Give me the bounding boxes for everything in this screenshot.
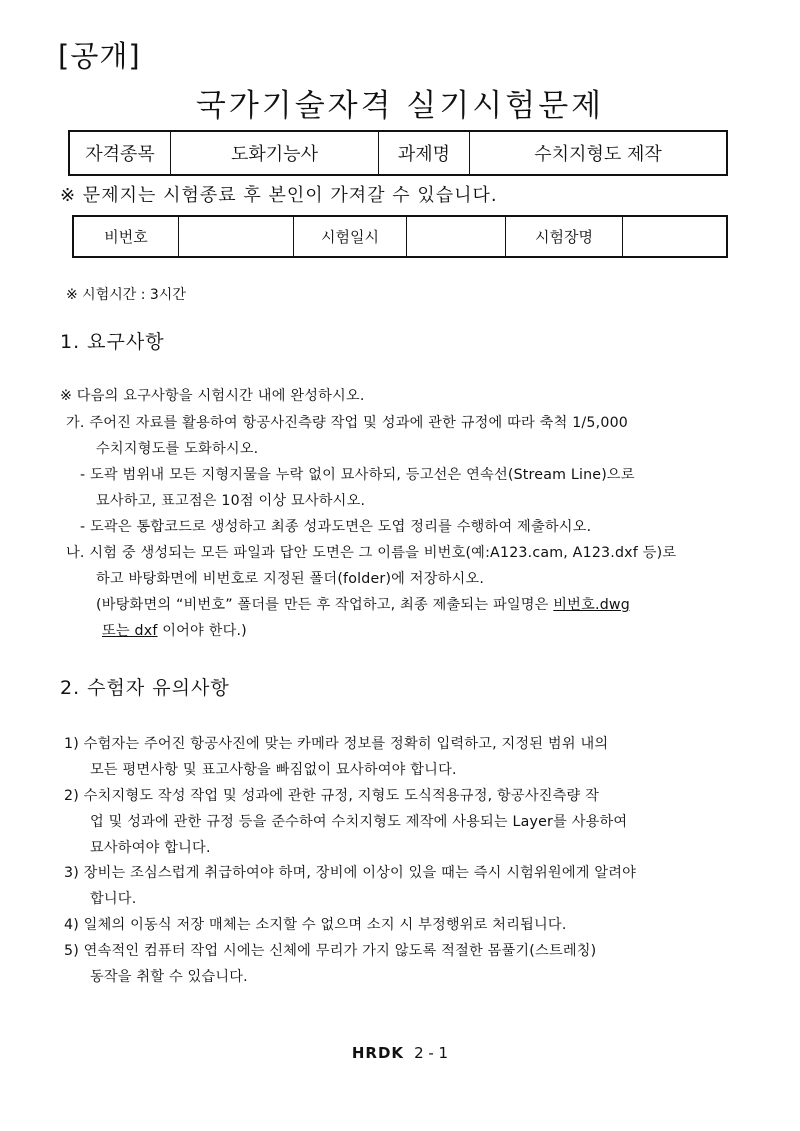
exam-info-table bbox=[72, 215, 728, 258]
qualification-label: 자격종목 bbox=[69, 131, 171, 175]
requirement-na-line3 bbox=[96, 594, 630, 614]
requirement-ga-line1: 가. 주어진 자료를 활용하여 항공사진측량 작업 및 성과에 관한 규정에 따라 축척 1/5,000 bbox=[66, 415, 629, 431]
filename-underlined: 비번호.dwg bbox=[553, 597, 630, 613]
task-label: 과제명 bbox=[379, 131, 470, 175]
exam-site-label: 시험장명 bbox=[506, 216, 623, 257]
requirements-intro: ※ 다음의 요구사항을 시험시간 내에 완성하시오. bbox=[60, 388, 365, 404]
requirement-na-line4-text: 이어야 한다.) bbox=[157, 623, 247, 639]
requirement-na-line3-text: (바탕화면의 “비번호” 폴더를 만든 후 작업하고, 최종 제출되는 파일명은 bbox=[96, 597, 554, 613]
section2-title: 2. 수험자 유의사항 bbox=[60, 677, 230, 699]
exam-time: ※ 시험시간 : 3시간 bbox=[66, 287, 186, 303]
hrdk-logo: HRDK bbox=[351, 1044, 405, 1062]
requirement-ga-line2: 수치지형도를 도화하시오. bbox=[96, 441, 259, 457]
caution-3-line2: 합니다. bbox=[90, 891, 137, 907]
requirement-na-line4 bbox=[102, 620, 247, 640]
caution-1-line1: 1) 수험자는 주어진 항공사진에 맞는 카메라 정보를 정확히 입력하고, 지정된 범위 내의 bbox=[64, 736, 609, 752]
exam-datetime-field bbox=[407, 216, 506, 257]
caution-1-line2: 모든 평면사항 및 표고사항을 빠짐없이 묘사하여야 합니다. bbox=[90, 762, 457, 778]
page-footer bbox=[0, 1044, 800, 1062]
requirement-na-line1: 나. 시험 중 생성되는 모든 파일과 답안 도면은 그 이름을 비번호(예:A123.cam, A123.dxf 등)로 bbox=[66, 545, 677, 561]
requirement-detail1-line2: 묘사하고, 표고점은 10점 이상 묘사하시오. bbox=[96, 493, 366, 509]
requirement-detail2: - 도곽은 통합코드로 생성하고 최종 성과도면은 도엽 정리를 수행하여 제출하시오. bbox=[80, 519, 592, 535]
page-number: 2 - 1 bbox=[414, 1044, 449, 1062]
caution-5-line1: 5) 연속적인 컴퓨터 작업 시에는 신체에 무리가 가지 않도록 적절한 몸풀기(스트레칭) bbox=[64, 943, 597, 959]
qualification-info-table bbox=[68, 130, 728, 176]
exam-number-field bbox=[179, 216, 294, 257]
extension-underlined: 또는 dxf bbox=[102, 623, 158, 639]
document-title: 국가기술자격 실기시험문제 bbox=[195, 88, 605, 124]
exam-datetime-label: 시험일시 bbox=[294, 216, 407, 257]
qualification-value: 도화기능사 bbox=[171, 131, 379, 175]
caution-2-line2: 업 및 성과에 관한 규정 등을 준수하여 수치지형도 제작에 사용되는 Layer를 사용하여 bbox=[90, 814, 628, 830]
caution-2-line3: 묘사하여야 합니다. bbox=[90, 840, 211, 856]
caution-3-line1: 3) 장비는 조심스럽게 취급하여야 하며, 장비에 이상이 있을 때는 즉시 시험위원에게 알려야 bbox=[64, 865, 637, 881]
caution-5-line2: 동작을 취할 수 있습니다. bbox=[90, 969, 248, 985]
task-value: 수치지형도 제작 bbox=[470, 131, 728, 175]
take-home-note: ※ 문제지는 시험종료 후 본인이 가져갈 수 있습니다. bbox=[60, 185, 498, 206]
exam-site-field bbox=[623, 216, 728, 257]
caution-2-line1: 2) 수치지형도 작성 작업 및 성과에 관한 규정, 지형도 도식적용규정, 항공사진측량 작 bbox=[64, 788, 600, 804]
requirement-detail1-line1: - 도곽 범위내 모든 지형지물을 누락 없이 묘사하되, 등고선은 연속선(Stream Line)으로 bbox=[80, 467, 635, 483]
exam-number-label: 비번호 bbox=[73, 216, 179, 257]
disclosure-tag: [공개] bbox=[58, 39, 141, 73]
requirement-na-line2: 하고 바탕화면에 비번호로 지정된 폴더(folder)에 저장하시오. bbox=[96, 571, 485, 587]
section1-title: 1. 요구사항 bbox=[60, 331, 165, 353]
caution-4: 4) 일체의 이동식 저장 매체는 소지할 수 없으며 소지 시 부정행위로 처리됩니다. bbox=[64, 917, 567, 933]
